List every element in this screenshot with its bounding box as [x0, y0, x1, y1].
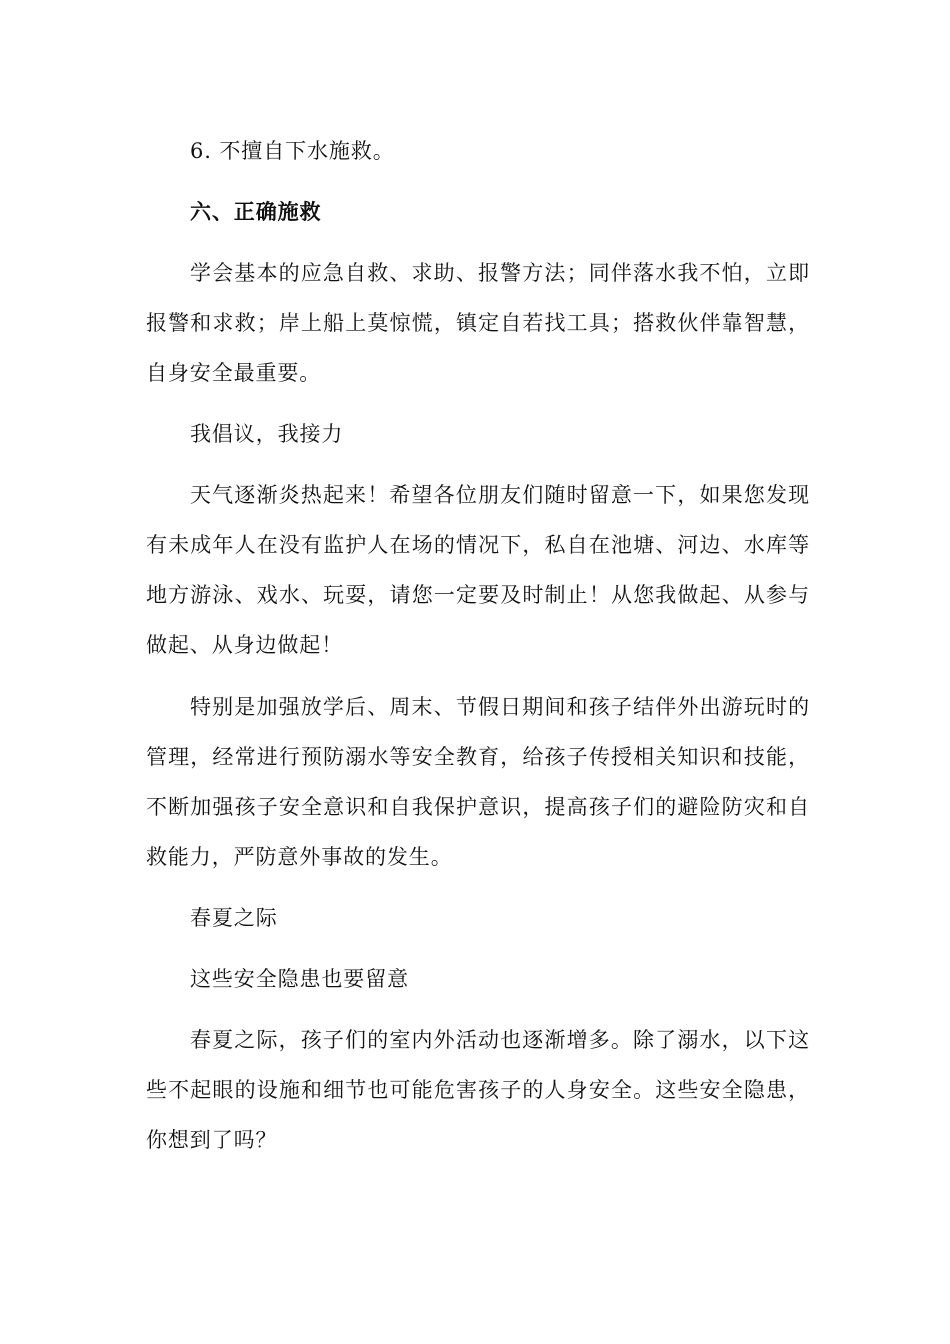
subheading-spring-summer: 春夏之际 [190, 906, 278, 930]
paragraph-weather-appeal: 天气逐渐炎热起来！希望各位朋友们随时留意一下，如果您发现有未成年人在没有监护人在场的情况下，私自在池塘、河边、水库等地方游泳、戏水、玩耍，请您一定要及时制止！从您我做起、从参与做起、从身边做起！ [146, 483, 810, 657]
subheading-hidden-hazards: 这些安全隐患也要留意 [190, 967, 409, 991]
document-body [146, 126, 810, 1165]
list-item-no-self-rescue: 6. 不擅自下水施救。 [190, 139, 395, 163]
paragraph-supervision: 特别是加强放学后、周末、节假日期间和孩子结伴外出游玩时的管理，经常进行预防溺水等安全教育，给孩子传授相关知识和技能，不断加强孩子安全意识和自我保护意识，提高孩子们的避险防灾和自救能力，严防意外事故的发生。 [146, 695, 810, 869]
subheading-initiative: 我倡议，我接力 [190, 422, 344, 446]
paragraph-hazards-intro: 春夏之际，孩子们的室内外活动也逐渐增多。除了溺水，以下这些不起眼的设施和细节也可能危害孩子的人身安全。这些安全隐患，你想到了吗？ [146, 1028, 810, 1152]
section-heading-correct-rescue: 六、正确施救 [190, 199, 322, 224]
paragraph-rescue-methods: 学会基本的应急自救、求助、报警方法；同伴落水我不怕，立即报警和求救；岸上船上莫惊慌，镇定自若找工具；搭救伙伴靠智慧，自身安全最重要。 [146, 261, 810, 385]
